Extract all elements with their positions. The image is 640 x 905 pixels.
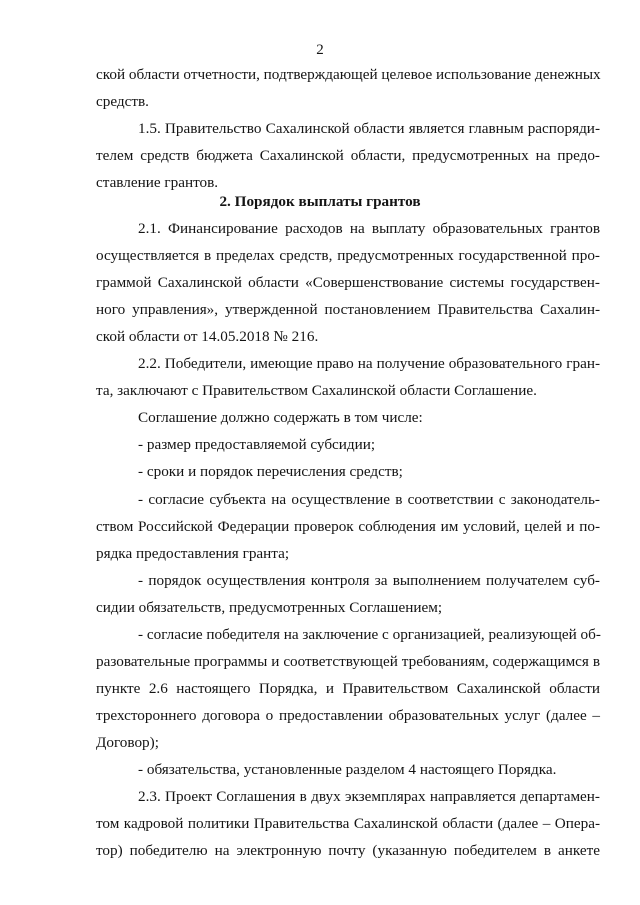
text-line: - сроки и порядок перечисления средств; [138, 463, 403, 480]
text-line: 2.1. Финансирование расходов на выплату образовательных грантов [138, 220, 600, 237]
text-line: 2.2. Победители, имеющие право на получение образовательного гран- [138, 355, 600, 372]
text-line: тор) победителю на электронную почту (указанную победителем в анкете [96, 842, 600, 859]
section-heading: 2. Порядок выплаты грантов [219, 193, 421, 210]
text-line: 2.3. Проект Соглашения в двух экземплярах направляется департамен- [138, 788, 600, 805]
text-line: Соглашение должно содержать в том числе: [138, 409, 423, 426]
text-line: трехстороннего договора о предоставлении образовательных услуг (далее – [96, 707, 600, 724]
text-line: - согласие победителя на заключение с организацией, реализующей об- [138, 626, 601, 643]
text-line: пункте 2.6 настоящего Порядка, и Правительством Сахалинской области [96, 680, 600, 697]
text-line: осуществляется в пределах средств, предусмотренных государственной про- [96, 247, 600, 264]
text-line: - обязательства, установленные разделом 4 настоящего Порядка. [138, 761, 557, 778]
text-line: сидии обязательств, предусмотренных Соглашением; [96, 599, 443, 616]
text-line: ством Российской Федерации проверок соблюдения им условий, целей и по- [96, 518, 600, 535]
page-number: 2 [316, 42, 324, 58]
text-line: телем средств бюджета Сахалинской области, предусмотренных на предо- [96, 147, 600, 164]
text-line: Договор); [96, 734, 159, 751]
text-line: - размер предоставляемой субсидии; [138, 436, 376, 453]
text-line: та, заключают с Правительством Сахалинской области Соглашение. [96, 382, 537, 399]
text-line: средств. [96, 93, 149, 110]
text-line: ской области отчетности, подтверждающей целевое использование денежных [96, 66, 601, 83]
text-line: разовательные программы и соответствующей требованиям, содержащимся в [96, 653, 600, 670]
text-line: том кадровой политики Правительства Сахалинской области (далее – Опера- [96, 815, 600, 832]
text-line: 1.5. Правительство Сахалинской области является главным распоряди- [138, 120, 600, 137]
text-line: граммой Сахалинской области «Совершенствование системы государствен- [96, 274, 600, 291]
text-line: рядка предоставления гранта; [96, 545, 290, 562]
text-line: ской области от 14.05.2018 № 216. [96, 328, 319, 345]
text-line: ного управления», утвержденной постановлением Правительства Сахалин- [96, 301, 600, 318]
text-line: - порядок осуществления контроля за выполнением получателем суб- [138, 572, 600, 589]
text-line: ставление грантов. [96, 174, 219, 191]
text-line: - согласие субъекта на осуществление в соответствии с законодатель- [138, 491, 600, 508]
